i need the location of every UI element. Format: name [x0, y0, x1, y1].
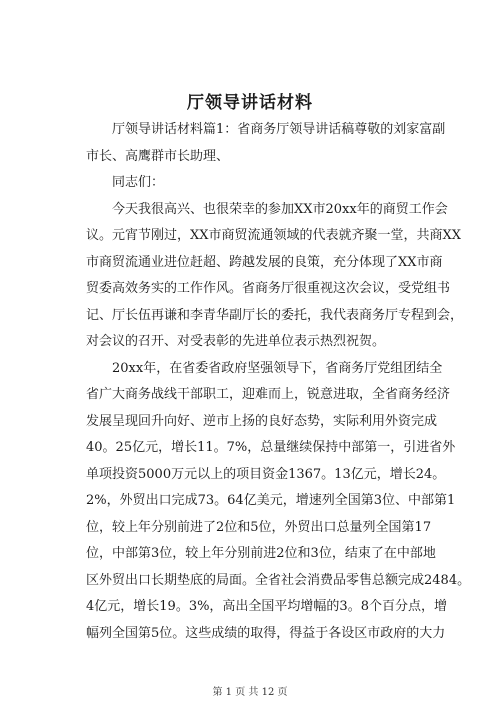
paragraph-line: 厅领导讲话材料篇1：省商务厅领导讲话稿尊敬的刘家富副 [112, 122, 446, 137]
paragraph-line: 2%，外贸出口完成73。64亿美元，增速列全国第3位、中部第1 [86, 493, 456, 508]
paragraph-line: 40。25亿元，增长11。7%，总量继续保持中部第一，引进省外 [86, 440, 456, 455]
paragraph-line: 位，中部第3位，较上年分别前进2位和3位，结束了在中部地 [86, 546, 436, 561]
paragraph-line: 发展呈现回升向好、逆市上扬的良好态势，实际利用外资完成 [86, 413, 438, 429]
paragraph-line: 市长、高鹰群市长助理、 [86, 148, 230, 164]
paragraph-line: 4亿元，增长19。3%，高出全国平均增幅的3。8个百分点，增 [86, 599, 447, 614]
document-title: 厅领导讲话材料 [187, 93, 313, 113]
paragraph-line: 同志们： [112, 175, 165, 190]
paragraph-line: 市商贸流通业进位赶超、跨越发展的良策，充分体现了XX市商 [86, 254, 443, 270]
paragraph-line: 区外贸出口长期垫底的局面。全省社会消费品零售总额完成2484。 [86, 572, 471, 588]
paragraph-line: 幅列全国第5位。这些成绩的取得，得益于各设区市政府的大力 [86, 625, 446, 641]
paragraph-line: 省广大商务战线干部职工，迎难而上，锐意进取，全省商务经济 [86, 387, 451, 402]
document-body [86, 117, 471, 647]
paragraph-line: 记、厅长伍再谦和李青华副厅长的委托，我代表商务厅专程到会， [86, 307, 464, 323]
paragraph-line: 贸委高效务实的工作作风。省商务厅很重视这次会议，受党组书 [86, 281, 451, 296]
page-footer: 第 1 页 共 12 页 [212, 687, 288, 698]
paragraph-line: 对会议的召开、对受表彰的先进单位表示热烈祝贺。 [86, 334, 386, 349]
paragraph-line: 单项投资5000万元以上的项目资金1367。13亿元，增长24。 [86, 466, 446, 482]
paragraph-line: 20xx年，在省委省政府坚强领导下，省商务厅党组团结全 [112, 360, 443, 376]
paragraph-line: 今天我很高兴、也很荣幸的参加XX市20xx年的商贸工作会 [112, 201, 448, 217]
paragraph-line: 议。元宵节刚过，XX市商贸流通领域的代表就齐聚一堂，共商XX [86, 228, 462, 243]
paragraph-line: 位，较上年分别前进了2位和5位，外贸出口总量列全国第17 [86, 519, 432, 535]
